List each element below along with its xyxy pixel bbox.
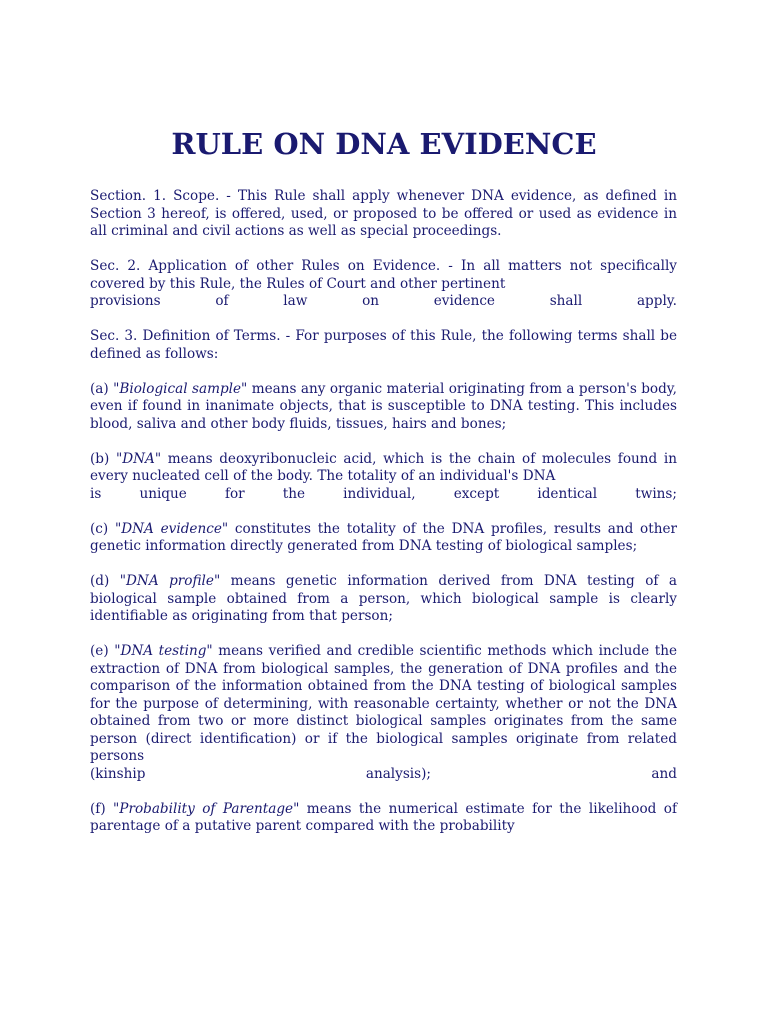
definition-a-prefix: (a) xyxy=(90,380,114,397)
definition-f xyxy=(90,801,677,836)
definition-c-term: "DNA evidence" xyxy=(115,520,229,537)
definition-c-text: constitutes the totality of the DNA profiles, results and other genetic information directly generated from DNA testing of biological samples; xyxy=(90,520,677,554)
definition-d-prefix: (d) xyxy=(90,573,120,589)
document-body xyxy=(90,188,677,853)
section-3-definitions: Sec. 3. Definition of Terms. - For purposes of this Rule, the following terms shall be defined as follows: xyxy=(90,328,677,362)
definition-e-last-line: (kinship analysis); and xyxy=(90,765,677,782)
section-2-last-line: provisions of law on evidence shall apply. xyxy=(90,293,677,309)
definition-e xyxy=(90,643,677,783)
definition-f-prefix: (f) xyxy=(90,800,114,817)
definition-d-text: means genetic information derived from DNA testing of a biological sample obtained from a person, which biological sample is clearly identifiable as originating from that person; xyxy=(90,573,678,624)
definition-d-term: "DNA profile" xyxy=(119,573,221,589)
definition-a-term: "Biological sample" xyxy=(113,380,248,397)
section-1-scope: Section. 1. Scope. - This Rule shall apply whenever DNA evidence, as defined in Section 3 hereof, is offered, used, or proposed to be offered or used as evidence in all criminal and civil actions as well as special proceedings. xyxy=(90,188,677,239)
definition-b-text: means deoxyribonucleic acid, which is the chain of molecules found in every nucleated cell of the body. The totality of an individual's DNA xyxy=(90,450,677,484)
definition-e-text: means verified and credible scientific methods which include the extraction of DNA from biological samples, the generation of DNA profiles and the comparison of the information obtained from the DNA testing of biological samples for the purpose of determining, with reasonable certainty, whether or not the DNA obtained from two or more distinct biological samples originates from the same person (direct identification) or if the biological samples originate from related persons xyxy=(90,643,677,764)
definition-f-text: means the numerical estimate for the likelihood of parentage of a putative parent compared with the probability xyxy=(90,800,677,834)
definition-a-text: means any organic material originating from a person's body, even if found in inanimate objects, that is susceptible to DNA testing. This includes blood, saliva and other body fluids, tissues, hairs and bones; xyxy=(90,380,677,432)
definition-b-last-line: is unique for the individual, except identical twins; xyxy=(90,485,677,502)
definition-a xyxy=(90,381,677,434)
definition-d xyxy=(90,573,677,626)
document-title: RULE ON DNA EVIDENCE xyxy=(171,127,597,161)
definition-b-prefix: (b) xyxy=(90,450,116,467)
definition-e-prefix: (e) xyxy=(90,643,115,659)
definition-e-term: "DNA testing" xyxy=(114,643,213,659)
definition-b xyxy=(90,451,677,504)
definition-b-term: "DNA" xyxy=(115,450,162,467)
definition-c xyxy=(90,521,677,556)
section-2-application xyxy=(90,258,677,311)
definition-c-prefix: (c) xyxy=(90,520,115,537)
definition-f-term: "Probability of Parentage" xyxy=(113,800,300,817)
section-2-text: Sec. 2. Application of other Rules on Evidence. - In all matters not specifically covered by this Rule, the Rules of Court and other pertinent xyxy=(90,258,677,292)
